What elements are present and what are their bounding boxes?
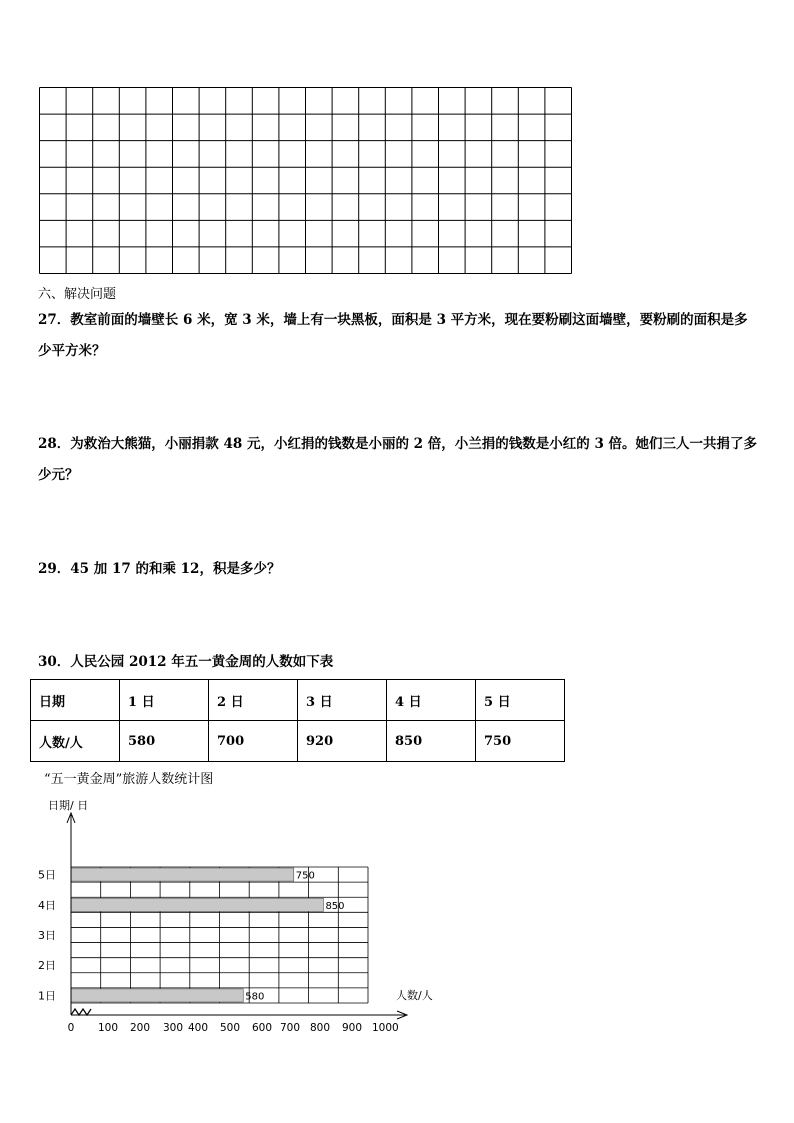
question-27-line2: 少平方米？ — [38, 343, 106, 359]
y-tick-label: 3日 — [38, 929, 56, 942]
table-cell: 750 — [476, 721, 565, 762]
x-tick-label: 500 — [220, 1022, 241, 1034]
bar-chart — [30, 795, 460, 1045]
y-tick-label: 5日 — [38, 868, 56, 882]
question-28-line2: 少元？ — [38, 467, 79, 483]
x-tick-label: 100 — [98, 1022, 119, 1034]
y-tick-label: 2日 — [38, 959, 56, 973]
writing-grid — [39, 87, 572, 274]
table-cell: 3 日 — [298, 680, 387, 721]
x-tick-label: 700 — [280, 1022, 301, 1034]
x-tick-label: 0 — [67, 1022, 75, 1034]
x-tick-label: 200 — [130, 1022, 151, 1034]
table-cell: 700 — [209, 721, 298, 762]
x-tick-label: 900 — [342, 1022, 363, 1034]
table-cell: 4 日 — [387, 680, 476, 721]
x-tick-label: 400 — [188, 1022, 209, 1034]
table-cell: 920 — [298, 721, 387, 762]
y-tick-label: 1日 — [38, 989, 56, 1003]
x-tick-label: 600 — [252, 1022, 273, 1034]
table-cell: 580 — [120, 721, 209, 762]
y-axis-label: 日期/ 日 — [48, 799, 89, 812]
bar — [71, 868, 294, 881]
table-cell: 5 日 — [476, 680, 565, 721]
y-tick-label: 4日 — [38, 898, 56, 912]
bar-data-label: 750 — [295, 870, 315, 882]
bar — [71, 898, 323, 911]
question-29: 29．45 加 17 的和乘 12，积是多少？ — [38, 561, 281, 577]
x-tick-label: 800 — [310, 1022, 331, 1034]
section-title: 六、解决问题 — [38, 287, 117, 302]
table-row — [31, 680, 565, 721]
table-cell: 2 日 — [209, 680, 298, 721]
table-cell: 日期 — [31, 680, 120, 721]
axis-break-mark — [71, 1009, 91, 1015]
x-tick-label: 300 — [163, 1022, 184, 1034]
chart-title: “五一黄金周”旅游人数统计图 — [44, 772, 214, 787]
bar-data-label: 850 — [325, 900, 345, 912]
table-cell: 人数/人 — [31, 721, 120, 762]
visitor-table — [30, 679, 565, 762]
table-cell: 850 — [387, 721, 476, 762]
bar — [71, 989, 243, 1002]
x-axis-label: 人数/人 — [396, 989, 433, 1002]
table-cell: 1 日 — [120, 680, 209, 721]
table-row — [31, 721, 565, 762]
bar-data-label: 580 — [245, 991, 265, 1003]
question-28-line1: 28．为救治大熊猫，小丽捐款 48 元，小红捐的钱数是小丽的 2 倍，小兰捐的钱数是小红的 3 倍。她们三人一共捐了多 — [38, 436, 758, 452]
question-27-line1: 27．教室前面的墙壁长 6 米，宽 3 米，墙上有一块黑板，面积是 3 平方米，现在要粉刷这面墙壁，要粉刷的面积是多 — [38, 312, 748, 328]
question-30: 30．人民公园 2012 年五一黄金周的人数如下表 — [38, 654, 334, 670]
x-tick-label: 1000 — [372, 1022, 399, 1034]
